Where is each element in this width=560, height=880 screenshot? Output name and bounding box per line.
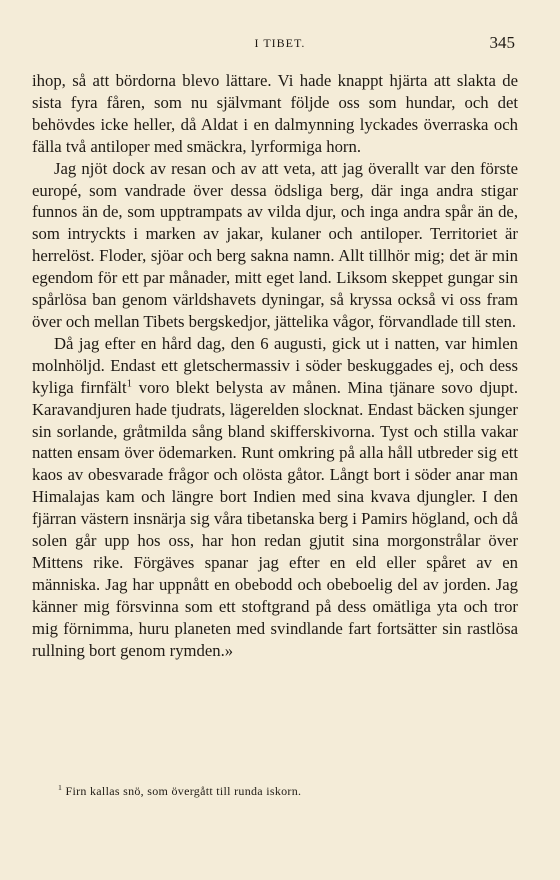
paragraph-3 (32, 333, 518, 662)
footnote-text: Firn kallas snö, som övergått till runda iskorn. (62, 784, 302, 798)
paragraph-2: Jag njöt dock av resan och av att veta, att jag överallt var den förste europé, som vandrade över dessa ödsliga berg, där inga andra stigar funnos än de, som upptrampats av vilda djur, och inga andra spår än de, som intryckts i marken av jakar, kulaner och antiloper. Territoriet är herrelöst. Floder, sjöar och berg sakna namn. Allt tillhör mig; det är min egendom för ett par månader, mitt eget land. Liksom skeppet gungar sin spårlösa ban genom världshavets dyningar, så kryssa också vi oss fram över och mellan Tibets bergskedjor, jättelika vågor, förvandlade till sten. (32, 158, 518, 331)
paragraph-3-part-b: voro blekt belysta av månen. Mina tjänare sovo djupt. Karavandjuren hade tjudrats, lägerelden slocknat. Endast bäcken sjunger sin sorlande, gråtmilda sång bland skifferskivorna. Tyst och stilla vakar natten ensam över ödemarken. Runt omkring på alla håll utbreder sig ett kaos av obesvarade frågor och olösta gåtor. Långt bort i söder anar man Himalajas kam och längre bort Indien med sina kvava djungler. I den fjärran västern insnärja sig våra tibetanska berg i Pamirs högland, och då solen går upp hos oss, har hon redan gjutit sina morgonstrålar över Mittens rike. Förgäves spanar jag efter en eld eller spåret av en människa. Jag har uppnått en obebodd och obeboelig del av jorden. Jag känner mig försvinna som ett stoftgrand på dess omätliga yta och tror mig förnimma, huru planeten med svindlande fart fortsätter sin rastlösa rullning bort genom rymden.» (32, 377, 518, 660)
body-text (32, 70, 518, 661)
footnote (58, 783, 518, 799)
page-number: 345 (489, 33, 515, 52)
footnote-marker: 1 (58, 783, 63, 792)
paragraph-3-part-a: Då jag efter en hård dag, den 6 augusti, gick ut i natten, var himlen molnhöljd. Endast ett gletschermassiv i söder beskuggades ej, och dess kyliga firnfält (32, 333, 518, 397)
footnote-reference: 1 (126, 377, 133, 390)
running-title: I TIBET. (254, 36, 306, 50)
paragraph-1: ihop, så att bördorna blevo lättare. Vi hade knappt hjärta att slakta de sista fyra fåren, som nu självmant följde oss som hundar, och det behövdes icke heller, då Aldat i en dalmynning lyckades överraska och fälla två antiloper med smäckra, lyrformiga horn. (32, 71, 518, 156)
running-header (0, 33, 560, 53)
